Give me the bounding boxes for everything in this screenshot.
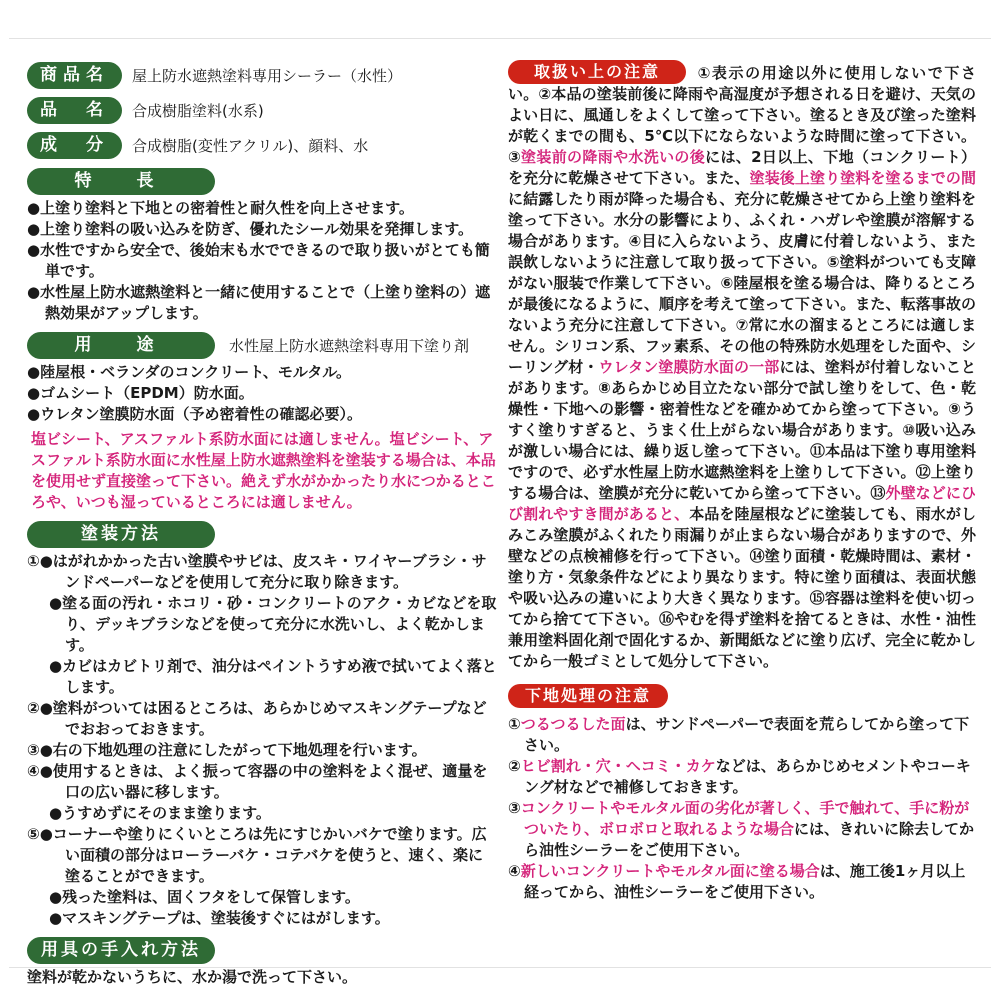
feature-item: ●上塗り塗料の吸い込みを防ぎ、優れたシール効果を発揮します。 bbox=[27, 220, 473, 238]
uses-title: 用 途 bbox=[27, 332, 215, 359]
substrate-item-pink: 新しいコンクリートやモルタル面に塗る場合 bbox=[520, 862, 820, 880]
handling-emphasis: 外壁などにひび割れやすき間があると、 bbox=[508, 484, 976, 523]
use-item: ●ゴムシート（EPDM）防水面。 bbox=[27, 384, 254, 402]
spec-value: 合成樹脂塗料(水系) bbox=[132, 101, 264, 120]
substrate-item-rest: は、サンドペーパーで表面を荒らしてから塗って下さい。 bbox=[524, 715, 970, 754]
care-text: 塗料が乾かないうちに、水か湯で洗って下さい。 bbox=[27, 968, 358, 986]
method-step: ④●使用するときは、よく振って容器の中の塗料をよく混ぜ、適量を口の広い器に移します。 bbox=[27, 762, 488, 801]
method-steps bbox=[27, 551, 497, 929]
spec-label: 品 名 bbox=[27, 97, 122, 124]
feature-item: ●上塗り塗料と下地との密着性と耐久性を向上させます。 bbox=[27, 199, 414, 217]
handling-text: ①表示の用途以外に使用しないで下さい。②本品の塗装前後に降雨や高湿度が予想される日を避け、天気のよい日に、風通しをよくして塗って下さい。塗るとき及び塗った塗料が乾くまでの間も、5℃以下にならないような時間に塗って下さい。③ bbox=[508, 64, 976, 166]
method-step: ③●右の下地処理の注意にしたがって下地処理を行います。 bbox=[27, 741, 427, 759]
method-step: ⑤●コーナーや塗りにくいところは先にすじかいバケで塗ります。広い面積の部分はローラーバケ・コテバケを使うと、速く、楽に塗ることができます。 bbox=[27, 825, 487, 885]
feature-item: ●水性ですから安全で、後始末も水でできるので取り扱いがとても簡単です。 bbox=[27, 241, 490, 280]
substrate-item bbox=[508, 861, 976, 903]
substrate-item-pink: つるつるした面 bbox=[520, 715, 626, 733]
handling-emphasis: 塗装前の降雨や水洗いの後 bbox=[521, 148, 706, 166]
spec-ingredients bbox=[27, 130, 497, 160]
method-step: ●マスキングテープは、塗装後すぐにはがします。 bbox=[49, 909, 390, 927]
method-step: ●カビはカビトリ剤で、油分はペイントうすめ液で拭いてよく落とします。 bbox=[49, 657, 497, 696]
care-header bbox=[27, 937, 497, 964]
method-step: ●うすめずにそのまま塗ります。 bbox=[49, 804, 271, 822]
handling-paragraph bbox=[508, 60, 976, 672]
handling-text: 本品を陸屋根などに塗装しても、雨水がしみこみ塗膜がふくれたり雨漏りが止まらない場合がありますので、外壁などの点検補修を行って下さい。⑭塗り面積・乾燥時間は、素材・塗り方・気象条件などにより異なります。特に塗り面積は、表面状態や吸い込みの違いにより大きく異なります。⑮容器は塗料を使い切ってから捨てて下さい。⑯やむを得ず塗料を捨てるときは、水性・油性兼用塗料固化剤で固化するか、新聞紙などに塗り広げ、完全に乾かしてから一般ゴミとして処分して下さい。 bbox=[508, 505, 976, 670]
spec-label: 成 分 bbox=[27, 132, 122, 159]
method-header bbox=[27, 521, 497, 548]
method-step: ①●はがれかかった古い塗膜やサビは、皮スキ・ワイヤーブラシ・サンドペーパーなどを使用して充分に取り除きます。 bbox=[27, 552, 487, 591]
spec-label: 商品名 bbox=[27, 62, 122, 89]
right-column bbox=[508, 60, 976, 903]
substrate-item-rest: は、施工後1ヶ月以上経ってから、油性シーラーをご使用下さい。 bbox=[524, 862, 966, 901]
use-item: ●ウレタン塗膜防水面（予め密着性の確認必要）。 bbox=[27, 405, 362, 423]
left-column bbox=[27, 60, 497, 988]
spec-value: 屋上防水遮熱塗料専用シーラー（水性） bbox=[132, 66, 403, 85]
handling-text: には、塗料が付着しないことがあります。⑧あらかじめ目立たない部分で試し塗りをして、色・乾燥性・下地への影響・密着性などを確かめてから塗って下さい。⑨うすく塗りすぎると、うまく仕上がらない場合があります。⑩吸い込みが激しい場合には、繰り返し塗って下さい。⑪本品は下塗り専用塗料ですので、必ず水性屋上防水遮熱塗料を上塗りして下さい。⑫上塗りする場合は、塗膜が充分に乾いてから塗って下さい。⑬ bbox=[508, 358, 976, 502]
handling-text: には、2日以上、下地（コンクリート）を充分に乾燥させて下さい。また、 bbox=[508, 148, 976, 187]
substrate-item-pink: コンクリートやモルタル面の劣化が著しく、手で触れて、手に粉がついたり、ボロボロと取れるような場合 bbox=[520, 799, 970, 838]
feature-item: ●水性屋上防水遮熱塗料と一緒に使用することで（上塗り塗料の）遮熱効果がアップします。 bbox=[27, 283, 491, 322]
care-title: 用具の手入れ方法 bbox=[27, 937, 215, 964]
substrate-item bbox=[508, 714, 976, 756]
handling-emphasis: ウレタン塗膜防水面の一部 bbox=[598, 358, 780, 376]
substrate-item-n: ② bbox=[508, 757, 521, 775]
substrate-header bbox=[508, 684, 976, 708]
substrate-title: 下地処理の注意 bbox=[508, 684, 668, 708]
substrate-item-rest: には、きれいに除去してから油性シーラーをご使用下さい。 bbox=[524, 820, 975, 859]
substrate-item bbox=[508, 756, 976, 798]
handling-emphasis: 塗装後上塗り塗料を塗るまでの間 bbox=[749, 169, 976, 187]
method-step: ②●塗料がついては困るところは、あらかじめマスキングテープなどでおおっておきます。 bbox=[27, 699, 487, 738]
features-header bbox=[27, 168, 497, 195]
features-title: 特 長 bbox=[27, 168, 215, 195]
substrate-item-n: ③ bbox=[508, 799, 521, 817]
substrate-item-n: ① bbox=[508, 715, 521, 733]
spec-product-name bbox=[27, 60, 497, 90]
substrate-item-n: ④ bbox=[508, 862, 521, 880]
uses-warning: 塩ビシート、アスファルト系防水面には適しません。塩ビシート、アスファルト系防水面に水性屋上防水遮熱塗料を塗装する場合は、本品を使用せず直接塗って下さい。絶えず水がかかったり水につかるところや、いつも湿っているところには適しません。 bbox=[31, 430, 496, 511]
method-step: ●残った塗料は、固くフタをして保管します。 bbox=[49, 888, 360, 906]
substrate-item-rest: などは、あらかじめセメントやコーキング材などで補修しておきます。 bbox=[524, 757, 971, 796]
handling-title: 取扱い上の注意 bbox=[508, 60, 686, 84]
use-item: ●陸屋根・ベランダのコンクリート、モルタル。 bbox=[27, 363, 352, 381]
uses-header bbox=[27, 332, 497, 359]
substrate-item bbox=[508, 798, 976, 861]
spec-item-name bbox=[27, 95, 497, 125]
handling-text: に結露したり雨が降った場合も、充分に乾燥させてから上塗り塗料を塗って下さい。水分の影響により、ふくれ・ハガレや塗膜が溶解する場合があります。④目に入らないよう、皮膚に付着しないよう、また誤飲しないように注意して取り扱って下さい。⑤塗料がついても支障がない服装で作業して下さい。⑥陸屋根を塗る場合は、降りるところが最後になるように、順序を考えて塗って下さい。また、転落事故のないよう充分に注意して下さい。⑦常に水の溜まるところには適しません。シリコン系、フッ素系、その他の特殊防水処理をした面や、シーリング材・ bbox=[508, 190, 976, 376]
method-title: 塗装方法 bbox=[27, 521, 215, 548]
substrate-item-pink: ヒビ割れ・穴・ヘコミ・カケ bbox=[520, 757, 716, 775]
spec-value: 合成樹脂(変性アクリル)、顔料、水 bbox=[132, 136, 369, 155]
substrate-list bbox=[508, 714, 976, 903]
method-step: ●塗る面の汚れ・ホコリ・砂・コンクリートのアク・カビなどを取り、デッキブラシなどを使って充分に水洗いし、よく乾かします。 bbox=[49, 594, 497, 654]
uses-note: 水性屋上防水遮熱塗料専用下塗り剤 bbox=[229, 337, 470, 355]
